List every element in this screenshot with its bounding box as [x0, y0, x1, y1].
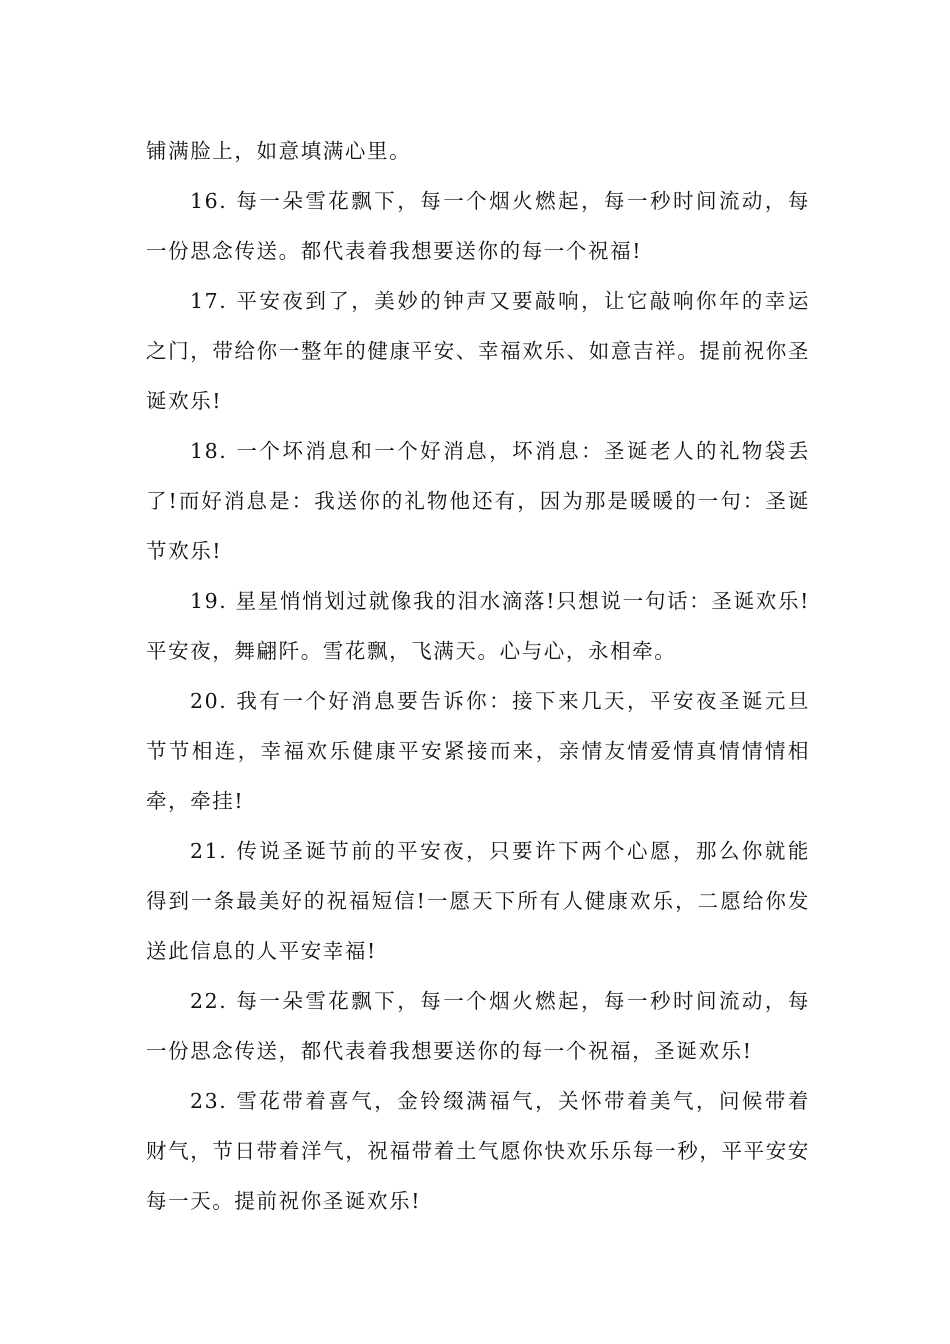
paragraph-18: 18. 一个坏消息和一个好消息，坏消息：圣诞老人的礼物袋丢了!而好消息是：我送你的礼物他还有，因为那是暖暖的一句：圣诞节欢乐!: [146, 439, 810, 563]
paragraph-17: 17. 平安夜到了，美妙的钟声又要敲响，让它敲响你年的幸运之门，带给你一整年的健康平安、幸福欢乐、如意吉祥。提前祝你圣诞欢乐!: [146, 289, 810, 413]
paragraph-22: 22. 每一朵雪花飘下，每一个烟火燃起，每一秒时间流动，每一份思念传送，都代表着我想要送你的每一个祝福，圣诞欢乐!: [146, 989, 810, 1063]
paragraph-23: 23. 雪花带着喜气，金铃缀满福气，关怀带着美气，问候带着财气，节日带着洋气，祝福带着土气愿你快欢乐乐每一秒，平平安安每一天。提前祝你圣诞欢乐!: [146, 1089, 810, 1213]
paragraph-continuation: 铺满脸上，如意填满心里。: [146, 139, 412, 163]
paragraph-21: 21. 传说圣诞节前的平安夜，只要许下两个心愿，那么你就能得到一条最美好的祝福短信!一愿天下所有人健康欢乐，二愿给你发送此信息的人平安幸福!: [146, 839, 810, 963]
document-body: [146, 126, 810, 1226]
paragraph-20: 20. 我有一个好消息要告诉你：接下来几天，平安夜圣诞元旦节节相连，幸福欢乐健康平安紧接而来，亲情友情爱情真情情情相牵，牵挂!: [146, 689, 810, 813]
paragraph-19: 19. 星星悄悄划过就像我的泪水滴落!只想说一句话：圣诞欢乐!平安夜，舞翩阡。雪花飘，飞满天。心与心，永相牵。: [146, 589, 810, 663]
paragraph-16: 16. 每一朵雪花飘下，每一个烟火燃起，每一秒时间流动，每一份思念传送。都代表着我想要送你的每一个祝福!: [146, 189, 810, 263]
